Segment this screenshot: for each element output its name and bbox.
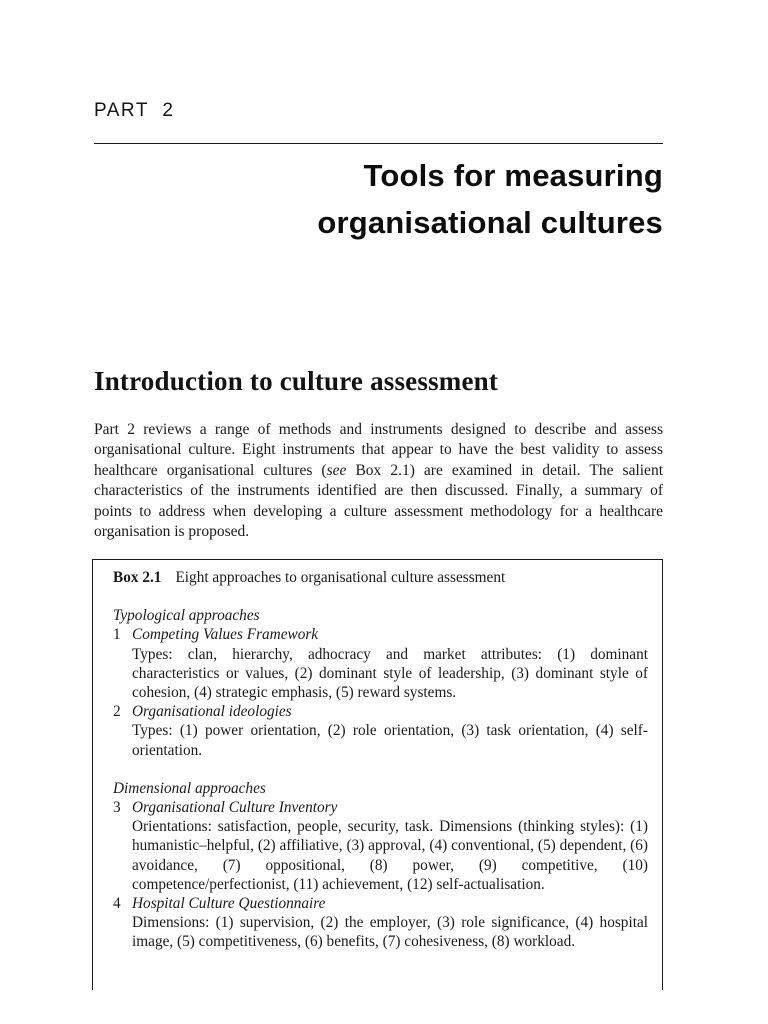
part-divider-rule (94, 143, 663, 144)
intro-paragraph (94, 420, 663, 543)
item-number: 2 (113, 703, 121, 721)
page-title-line-1: Tools for measuring (363, 158, 663, 193)
list-item (113, 625, 648, 702)
intro-paragraph-see-word: see (326, 461, 347, 479)
group-heading-typological: Typological approaches (113, 607, 260, 625)
item-number: 1 (113, 626, 121, 644)
item-name: Organisational Culture Inventory (132, 799, 338, 817)
item-name: Organisational ideologies (132, 703, 292, 721)
list-item (113, 702, 648, 760)
group-heading-dimensional: Dimensional approaches (113, 779, 266, 797)
intro-paragraph-text-after-see: Box 2.1) are examined in detail. The salient characteristics of the instruments identified are then discussed. Finally, a summary of points to address when developing a culture assessment methodology for a healthcare organisation is proposed. (94, 461, 663, 540)
item-number: 3 (113, 799, 121, 817)
item-number: 4 (113, 895, 121, 913)
item-description: Types: clan, hierarchy, adhocracy and market attributes: (1) dominant characteristics or values, (2) dominant style of leadership, (3) dominant style of cohesion, (4) strategic emphasis, (5) reward systems. (132, 645, 648, 702)
box-title: Eight approaches to organisational culture assessment (175, 569, 506, 586)
item-name: Hospital Culture Questionnaire (132, 895, 326, 913)
list-item (113, 798, 648, 894)
box-group-dimensional (113, 779, 648, 952)
box-group-typological (113, 606, 648, 760)
box-2-1 (92, 559, 663, 990)
section-heading: Introduction to culture assessment (94, 366, 499, 397)
item-description: Dimensions: (1) supervision, (2) the employer, (3) role significance, (4) hospital image, (5) competitiveness, (6) benefits, (7) cohesiveness, (8) workload. (132, 914, 648, 951)
item-name: Competing Values Framework (132, 626, 319, 644)
page-title-line-2: organisational cultures (317, 205, 663, 240)
list-item (113, 894, 648, 952)
item-body (132, 702, 648, 760)
box-title-line (113, 568, 648, 587)
box-label: Box 2.1 (113, 569, 162, 586)
item-body (132, 798, 648, 894)
item-description: Types: (1) power orientation, (2) role orientation, (3) task orientation, (4) self-orientation. (132, 722, 648, 759)
part-label: PART 2 (94, 100, 175, 121)
intro-paragraph-text-before-see: Part 2 reviews a range of methods and instruments designed to describe and assess organisational culture. Eight instruments that appear to have the best validity to assess healthcare organisational cultures ( (94, 420, 663, 479)
item-description: Orientations: satisfaction, people, security, task. Dimensions (thinking styles): (1) humanistic–helpful, (2) affiliative, (3) approval, (4) conventional, (5) dependent, (6) avoidance, (7) oppositional, (8) power, (9) competitive, (10) competence/perfectionist, (11) achievement, (12) self-actualisation. (132, 818, 648, 893)
item-body (132, 625, 648, 702)
item-body (132, 894, 648, 952)
page-title (94, 152, 663, 246)
